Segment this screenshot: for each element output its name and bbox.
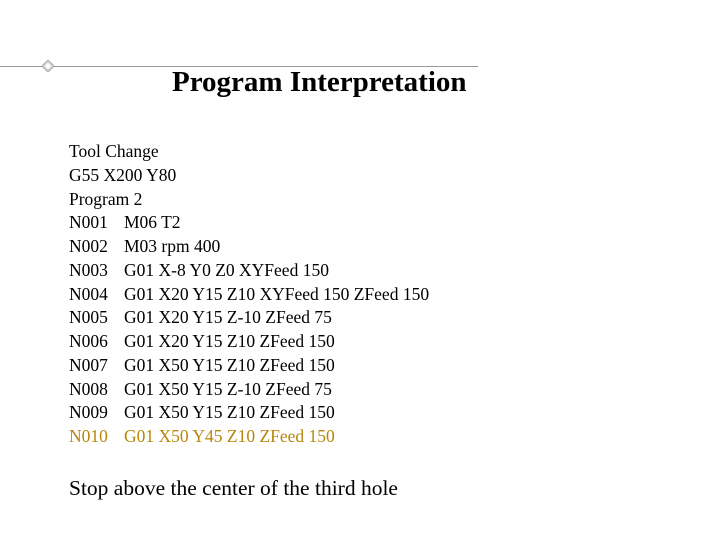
program-line <box>69 401 429 425</box>
program-line-highlighted <box>69 425 429 449</box>
line-code: M03 rpm 400 <box>124 236 221 256</box>
slide-footer-note: Stop above the center of the third hole <box>69 476 398 500</box>
line-code: G01 X-8 Y0 Z0 XYFeed 150 <box>124 259 329 280</box>
program-line <box>69 283 429 307</box>
line-number: N003 <box>69 259 108 280</box>
line-code: G01 X20 Y15 Z10 XYFeed 150 ZFeed 150 <box>124 283 430 304</box>
header-line-work-offset: G55 X200 Y80 <box>69 164 177 185</box>
line-number: N006 <box>69 331 108 351</box>
program-listing <box>69 140 429 449</box>
line-number: N009 <box>69 402 108 423</box>
line-number: N002 <box>69 236 108 256</box>
program-line <box>69 235 429 259</box>
line-code: M06 T2 <box>124 212 181 233</box>
program-line <box>69 378 429 402</box>
line-number: N008 <box>69 378 108 399</box>
line-number: N007 <box>69 354 108 375</box>
line-code: G01 X50 Y15 Z10 ZFeed 150 <box>124 354 335 375</box>
slide-title: Program Interpretation <box>172 66 467 98</box>
line-code: G01 X50 Y45 Z10 ZFeed 150 <box>124 426 335 446</box>
header-line-program: Program 2 <box>69 188 143 209</box>
header-line-tool-change: Tool Change <box>69 141 159 161</box>
line-code: G01 X20 Y15 Z10 ZFeed 150 <box>124 331 335 351</box>
program-line <box>69 211 429 235</box>
line-number: N005 <box>69 307 108 328</box>
line-code: G01 X20 Y15 Z-10 ZFeed 75 <box>124 307 332 328</box>
diamond-bullet-icon <box>42 60 54 72</box>
program-line <box>69 354 429 378</box>
program-line <box>69 259 429 283</box>
program-line <box>69 306 429 330</box>
line-number: N001 <box>69 212 108 233</box>
line-number: N010 <box>69 426 108 446</box>
line-number: N004 <box>69 283 108 304</box>
line-code: G01 X50 Y15 Z10 ZFeed 150 <box>124 402 335 423</box>
program-line <box>69 330 429 354</box>
line-code: G01 X50 Y15 Z-10 ZFeed 75 <box>124 378 332 399</box>
